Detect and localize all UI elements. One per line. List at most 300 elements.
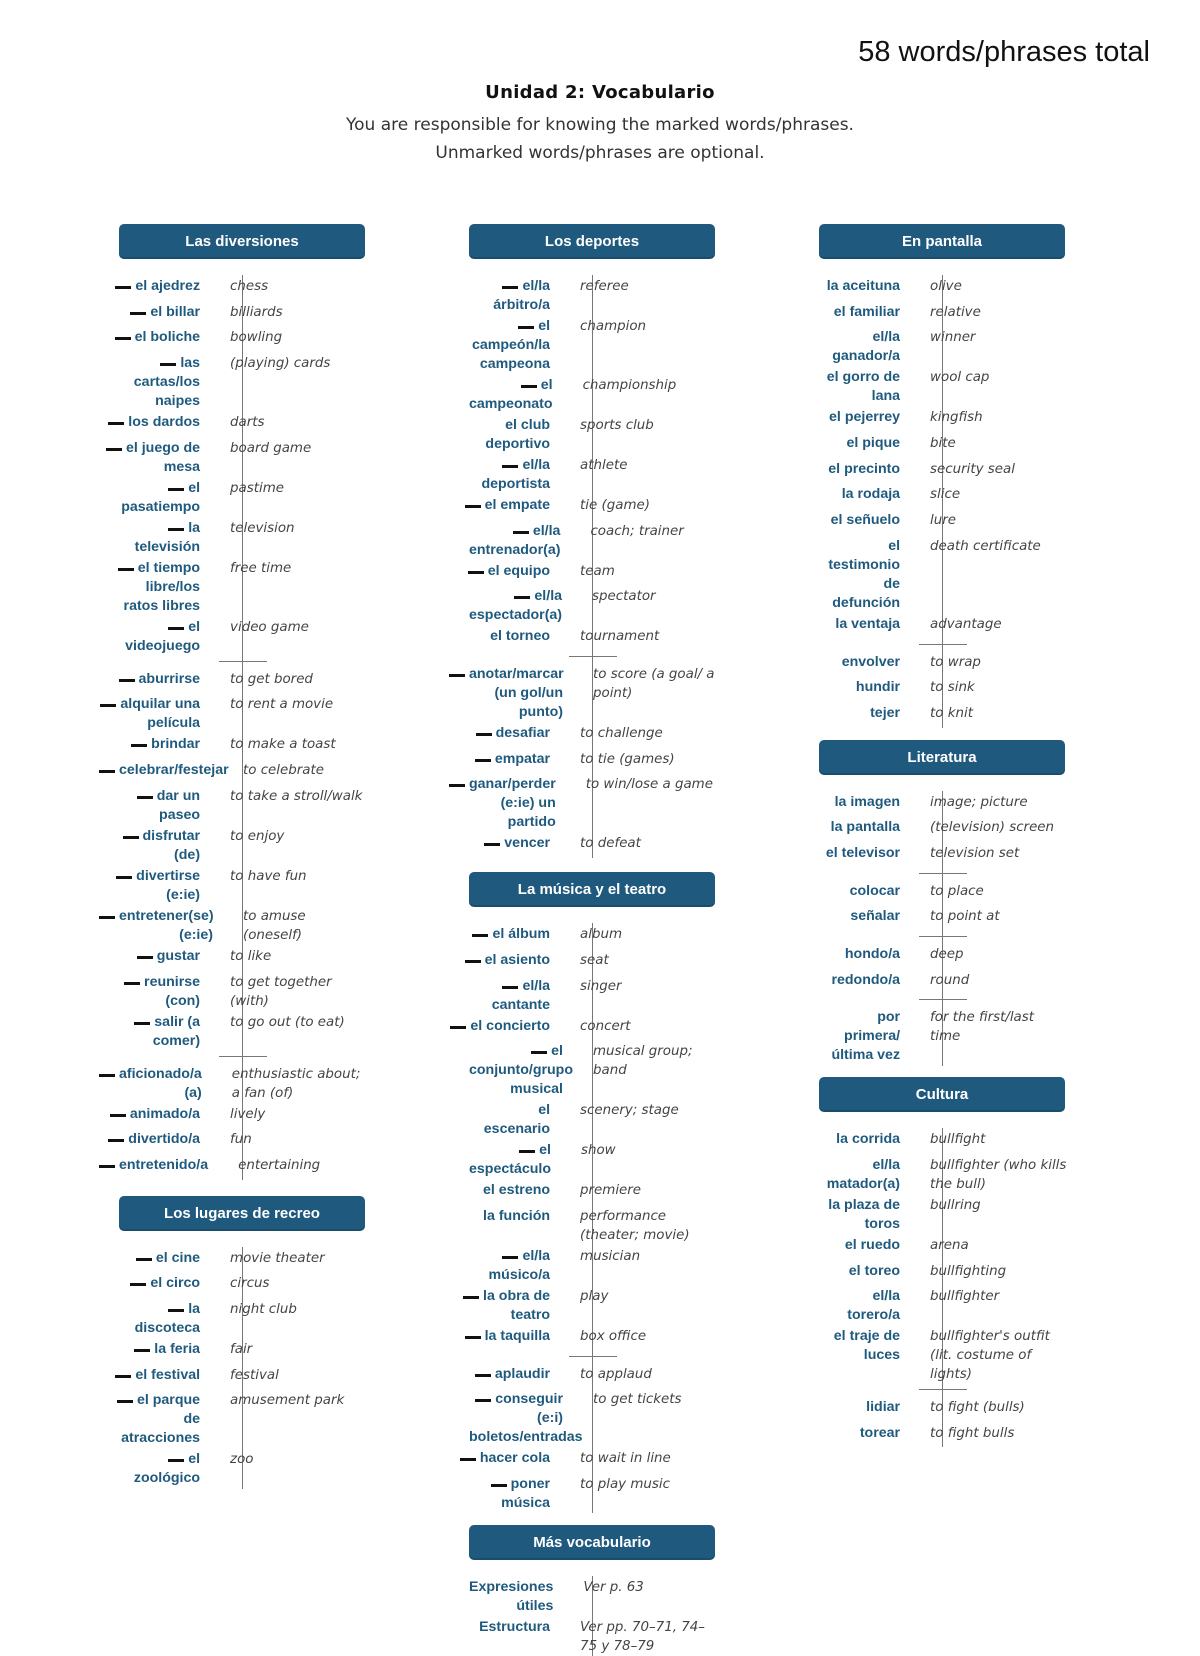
english-translation: fair <box>230 1341 253 1357</box>
vocab-row <box>119 275 368 301</box>
group-divider <box>819 1384 1068 1396</box>
vocab-row <box>819 1006 1068 1065</box>
spanish-term: entretenido/a <box>119 1156 209 1173</box>
spanish-term: señalar <box>850 908 901 925</box>
spanish-term: redondo/a <box>831 971 901 988</box>
section-header-cultura: Cultura <box>819 1077 1065 1112</box>
spanish-term: el club deportivo <box>485 417 551 452</box>
spanish-term: disfrutar (de) <box>142 827 201 863</box>
english-translation: (playing) cards <box>230 356 331 372</box>
spanish-term: los dardos <box>128 414 201 431</box>
vocab-row <box>819 406 1068 432</box>
spanish-term: el/la ganador/a <box>832 329 901 365</box>
spanish-term: poner música <box>501 1475 551 1511</box>
english-translation: bullfight <box>930 1132 986 1148</box>
required-mark <box>460 1458 476 1461</box>
spanish-term: el tiempo libre/los ratos libres <box>123 559 201 614</box>
required-mark <box>124 982 140 985</box>
spanish-term: el asiento <box>484 951 551 968</box>
required-mark <box>130 312 146 315</box>
required-mark <box>518 326 534 329</box>
instructions <box>0 111 1200 167</box>
spanish-term: anotar/marcar (un gol/un punto) <box>469 666 564 721</box>
spanish-term: el/la árbitro/a <box>493 278 551 313</box>
vocab-row <box>819 613 1068 639</box>
spanish-term: el toreo <box>848 1262 901 1279</box>
spanish-term: por primera/ última vez <box>831 1009 901 1064</box>
section-deportes <box>468 224 718 858</box>
spanish-term: las cartas/los naipes <box>133 355 201 410</box>
required-mark <box>502 465 518 468</box>
spanish-term: el pique <box>846 435 901 452</box>
spanish-term: el/la torero/a <box>847 1288 901 1324</box>
required-mark <box>502 286 518 289</box>
vocab-row <box>119 616 368 656</box>
english-translation: bullfighter <box>930 1289 1000 1305</box>
required-mark <box>99 1165 115 1168</box>
vocab-row <box>819 509 1068 535</box>
vocab-row <box>119 1128 368 1154</box>
required-mark <box>168 1459 184 1462</box>
vocab-row <box>119 1298 368 1338</box>
required-mark <box>100 704 116 707</box>
vocab-row <box>469 454 718 494</box>
english-translation: bullring <box>930 1198 981 1214</box>
vocab-row <box>119 1103 368 1129</box>
vocab-row <box>469 1015 718 1041</box>
spanish-term: el señuelo <box>830 512 901 529</box>
english-translation: to applaud <box>580 1366 652 1382</box>
vocab-row <box>469 1473 718 1513</box>
english-translation: scenery; stage <box>580 1103 679 1119</box>
spanish-term: aburrirse <box>138 670 201 687</box>
spanish-term: colocar <box>849 882 901 899</box>
spanish-term: alquilar una película <box>120 696 201 732</box>
english-translation: to score (a goal/ a point) <box>593 667 715 702</box>
vocab-row <box>819 969 1068 995</box>
group-divider <box>819 868 1068 880</box>
vocab-row <box>119 733 368 759</box>
vocab-row <box>119 352 368 411</box>
vocab-row <box>119 825 368 865</box>
vocab-list <box>819 791 1068 1066</box>
spanish-term: el conjunto/grupo musical <box>469 1043 574 1098</box>
vocab-row <box>469 414 718 454</box>
vocab-list <box>819 1128 1068 1447</box>
spanish-term: entretener(se) (e:ie) <box>119 907 214 943</box>
required-mark <box>502 986 518 989</box>
vocab-row <box>819 483 1068 509</box>
vocab-row <box>119 668 368 694</box>
english-translation: festival <box>230 1367 279 1383</box>
section-header-musica: La música y el teatro <box>469 872 715 907</box>
column-2 <box>468 224 718 1656</box>
spanish-term: el ruedo <box>844 1237 901 1254</box>
required-mark <box>168 627 184 630</box>
vocab-row <box>119 1011 368 1051</box>
spanish-term: celebrar/festejar <box>119 762 229 779</box>
english-translation: advantage <box>930 616 1002 632</box>
vocab-row <box>819 943 1068 969</box>
vocab-row <box>119 1063 368 1103</box>
english-translation: show <box>581 1143 616 1159</box>
required-mark <box>475 759 491 762</box>
english-translation: lively <box>230 1106 266 1122</box>
spanish-term: hundir <box>855 679 901 696</box>
vocab-row <box>469 1099 718 1139</box>
vocab-row <box>119 1338 368 1364</box>
section-header-deportes: Los deportes <box>469 224 715 259</box>
instructions-line-2: Unmarked words/phrases are optional. <box>435 143 765 163</box>
required-mark <box>134 1022 150 1025</box>
required-mark <box>118 568 134 571</box>
english-translation: athlete <box>580 458 628 473</box>
english-translation: fun <box>230 1132 252 1148</box>
vocab-row <box>469 1245 718 1285</box>
group-divider <box>119 1051 368 1063</box>
english-translation: television set <box>930 845 1020 861</box>
spanish-term: la función <box>483 1207 551 1224</box>
english-translation: to rent a movie <box>230 697 334 713</box>
required-mark <box>116 876 132 879</box>
spanish-term: dar un paseo <box>156 787 201 823</box>
vocab-row <box>119 301 368 327</box>
required-mark <box>491 1484 507 1487</box>
spanish-term: divertido/a <box>128 1131 201 1148</box>
required-mark <box>115 337 131 340</box>
section-cultura <box>818 1077 1068 1447</box>
required-mark <box>465 1336 481 1339</box>
spanish-term: Expresiones útiles <box>469 1578 554 1614</box>
spanish-term: el concierto <box>470 1017 551 1034</box>
english-translation: (television) screen <box>930 820 1055 836</box>
spanish-term: el gorro de lana <box>826 369 901 405</box>
spanish-term: tejer <box>870 704 901 721</box>
english-translation: olive <box>930 279 962 294</box>
required-mark <box>136 1258 152 1261</box>
required-mark <box>115 1375 131 1378</box>
spanish-term: la rodaja <box>841 486 901 503</box>
spanish-term: la pantalla <box>830 819 901 836</box>
spanish-term: el/la cantante <box>491 977 551 1013</box>
vocab-row <box>119 865 368 905</box>
english-translation: bowling <box>230 330 283 346</box>
section-literatura <box>818 740 1068 1066</box>
english-translation: Ver p. 63 <box>583 1579 644 1595</box>
vocab-row <box>469 748 718 774</box>
spanish-term: el torneo <box>490 628 551 645</box>
word-count: 58 words/phrases total <box>858 36 1150 68</box>
required-mark <box>531 1051 547 1054</box>
group-divider <box>469 651 718 663</box>
vocab-row <box>119 759 368 785</box>
vocab-row <box>469 585 718 625</box>
english-translation: tournament <box>580 629 660 645</box>
section-header-literatura: Literatura <box>819 740 1065 775</box>
vocab-row <box>469 520 718 560</box>
required-mark <box>137 956 153 959</box>
english-translation: to fight bulls <box>930 1426 1015 1442</box>
english-translation: to tie (games) <box>580 751 675 767</box>
english-translation: to take a stroll/walk <box>230 788 363 804</box>
spanish-term: el traje de luces <box>833 1328 901 1364</box>
english-translation: tie (game) <box>580 498 650 513</box>
spanish-term: divertirse (e:ie) <box>136 867 201 903</box>
required-mark <box>134 1349 150 1352</box>
spanish-term: el escenario <box>483 1102 551 1138</box>
page-title: Unidad 2: Vocabulario <box>485 82 715 103</box>
english-translation: bullfighter's outfit (lit. costume of lights) <box>930 1329 1050 1383</box>
spanish-term: la televisión <box>134 519 201 555</box>
spanish-term: vencer <box>504 835 551 852</box>
spanish-term: el estreno <box>483 1182 551 1199</box>
spanish-term: el videojuego <box>125 618 201 654</box>
english-translation: chess <box>230 279 269 294</box>
vocab-row <box>119 477 368 517</box>
vocab-row <box>819 432 1068 458</box>
spanish-term: la obra de teatro <box>483 1287 551 1323</box>
required-mark <box>115 286 131 289</box>
spanish-term: el cine <box>155 1249 201 1266</box>
vocab-row <box>819 1396 1068 1422</box>
spanish-term: el/la deportista <box>481 457 551 492</box>
english-translation: television <box>230 520 295 536</box>
required-mark <box>117 1400 133 1403</box>
english-translation: circus <box>230 1276 270 1292</box>
vocab-row <box>119 1389 368 1448</box>
section-lugares <box>118 1196 368 1489</box>
english-translation: to get bored <box>230 671 313 687</box>
english-translation: coach; trainer <box>590 523 684 539</box>
spanish-term: el campeón/la campeona <box>471 318 551 372</box>
spanish-term: el/la matador(a) <box>826 1157 901 1193</box>
section-pantalla <box>818 224 1068 728</box>
vocab-row <box>819 676 1068 702</box>
english-translation: image; picture <box>930 794 1028 810</box>
required-mark <box>99 1074 115 1077</box>
vocab-row <box>469 1576 718 1616</box>
required-mark <box>475 1374 491 1377</box>
vocab-row <box>469 1179 718 1205</box>
vocab-row <box>469 275 718 315</box>
english-translation: to play music <box>580 1476 670 1492</box>
instructions-line-1: You are responsible for knowing the marked words/phrases. <box>346 115 854 135</box>
section-musica <box>468 872 718 1513</box>
group-divider <box>119 656 368 668</box>
vocab-row <box>119 1448 368 1488</box>
vocab-list <box>469 1576 718 1656</box>
spanish-term: brindar <box>151 736 201 753</box>
header <box>0 82 1200 167</box>
vocab-row <box>819 1325 1068 1384</box>
vocab-row <box>819 458 1068 484</box>
english-translation: to go out (to eat) <box>230 1014 345 1030</box>
spanish-term: la plaza de toros <box>828 1197 901 1233</box>
spanish-term: el álbum <box>492 926 551 943</box>
english-translation: entertaining <box>238 1157 321 1173</box>
vocab-row <box>469 722 718 748</box>
english-translation: musician <box>580 1248 641 1264</box>
english-translation: to wait in line <box>580 1451 671 1467</box>
vocab-row <box>119 785 368 825</box>
english-translation: premiere <box>580 1183 642 1199</box>
english-translation: to have fun <box>230 868 307 884</box>
vocab-row <box>819 301 1068 327</box>
required-mark <box>468 571 484 574</box>
spanish-term: el juego de mesa <box>125 439 201 475</box>
vocab-row <box>469 1139 718 1179</box>
vocab-list <box>119 1247 368 1489</box>
vocab-row <box>469 1363 718 1389</box>
english-translation: death certificate <box>930 538 1041 554</box>
required-mark <box>160 363 176 366</box>
required-mark <box>450 1026 466 1029</box>
vocab-row <box>819 905 1068 931</box>
vocab-row <box>819 1285 1068 1325</box>
vocab-row <box>119 326 368 352</box>
vocab-row <box>819 535 1068 613</box>
english-translation: amusement park <box>230 1393 345 1409</box>
vocab-list <box>119 275 368 1180</box>
spanish-term: lidiar <box>866 1399 901 1416</box>
english-translation: concert <box>580 1018 631 1034</box>
vocab-row <box>119 517 368 557</box>
required-mark <box>449 674 465 677</box>
required-mark <box>137 796 153 799</box>
required-mark <box>110 1114 126 1117</box>
english-translation: enthusiastic about; a fan (of) <box>231 1066 361 1101</box>
english-translation: album <box>580 927 623 943</box>
section-header-mas: Más vocabulario <box>469 1525 715 1560</box>
vocab-row <box>469 374 718 414</box>
required-mark <box>123 836 139 839</box>
spanish-term: el/la músico/a <box>488 1247 551 1283</box>
english-translation: for the first/last time <box>930 1010 1034 1045</box>
spanish-term: la ventaja <box>835 615 901 632</box>
spanish-term: el familiar <box>833 303 901 320</box>
english-translation: to knit <box>930 705 973 721</box>
vocab-row <box>469 949 718 975</box>
spanish-term: el pasatiempo <box>121 479 201 515</box>
vocab-row <box>819 1260 1068 1286</box>
vocab-list <box>469 275 718 858</box>
spanish-term: el precinto <box>828 460 901 477</box>
english-translation: zoo <box>230 1452 254 1468</box>
english-translation: box office <box>580 1328 647 1344</box>
spanish-term: desafiar <box>495 725 551 742</box>
vocab-row <box>119 1247 368 1273</box>
spanish-term: salir (a comer) <box>152 1013 201 1049</box>
required-mark <box>519 1150 535 1153</box>
vocab-row <box>119 1154 368 1180</box>
english-translation: referee <box>580 279 629 294</box>
vocab-row <box>819 1422 1068 1448</box>
english-translation: round <box>930 972 970 988</box>
english-translation: play <box>580 1288 609 1304</box>
english-translation: relative <box>930 304 981 320</box>
required-mark <box>168 488 184 491</box>
english-translation: to win/lose a game <box>585 777 713 793</box>
spanish-term: el pejerrey <box>829 409 901 426</box>
vocab-row <box>469 663 718 722</box>
vocab-row <box>119 971 368 1011</box>
english-translation: to amuse (oneself) <box>243 908 306 943</box>
group-divider <box>819 639 1068 651</box>
spanish-term: la taquilla <box>484 1327 551 1344</box>
vocab-row <box>469 923 718 949</box>
required-mark <box>484 843 500 846</box>
english-translation: board game <box>230 440 312 456</box>
spanish-term: el testimonio de defunción <box>828 537 901 611</box>
vocab-row <box>469 1388 718 1447</box>
required-mark <box>99 916 115 919</box>
spanish-term: conseguir (e:i) boletos/entradas <box>469 1391 583 1446</box>
required-mark <box>472 934 488 937</box>
vocab-row <box>819 1128 1068 1154</box>
required-mark <box>168 1309 184 1312</box>
english-translation: to fight (bulls) <box>930 1400 1025 1416</box>
vocab-row <box>119 437 368 477</box>
english-translation: to point at <box>930 909 1000 925</box>
section-mas <box>468 1525 718 1656</box>
required-mark <box>108 422 124 425</box>
required-mark <box>465 960 481 963</box>
spanish-term: gustar <box>156 947 201 964</box>
spanish-term: el empate <box>484 497 551 513</box>
vocab-row <box>469 1040 718 1099</box>
vocab-row <box>469 1205 718 1245</box>
spanish-term: el equipo <box>487 562 551 579</box>
spanish-term: Estructura <box>479 1618 551 1635</box>
english-translation: slice <box>930 487 961 503</box>
spanish-term: el/la espectador(a) <box>469 588 563 624</box>
required-mark <box>130 1283 146 1286</box>
spanish-term: el circo <box>150 1275 201 1292</box>
required-mark <box>465 505 481 508</box>
vocab-row <box>469 1616 718 1656</box>
required-mark <box>99 770 115 773</box>
group-divider <box>819 994 1068 1006</box>
required-mark <box>502 1256 518 1259</box>
vocab-row <box>469 1285 718 1325</box>
english-translation: kingfish <box>930 410 983 426</box>
required-mark <box>521 385 537 388</box>
english-translation: team <box>580 563 615 579</box>
required-mark <box>463 1296 479 1299</box>
spanish-term: animado/a <box>129 1105 201 1122</box>
english-translation: performance (theater; movie) <box>580 1208 690 1243</box>
vocab-row <box>819 842 1068 868</box>
vocab-row <box>469 494 718 520</box>
vocab-row <box>119 411 368 437</box>
spanish-term: empatar <box>494 750 551 767</box>
english-translation: bullfighter (who kills the bull) <box>930 1158 1067 1193</box>
spanish-term: el parque de atracciones <box>121 1392 201 1447</box>
column-1 <box>118 224 368 1488</box>
english-translation: winner <box>930 330 976 346</box>
spanish-term: torear <box>859 1425 901 1442</box>
english-translation: to defeat <box>580 836 641 852</box>
english-translation: to get tickets <box>593 1392 682 1408</box>
vocab-row <box>469 975 718 1015</box>
spanish-term: la imagen <box>834 793 901 810</box>
english-translation: pastime <box>230 480 284 496</box>
english-translation: night club <box>230 1301 297 1317</box>
vocab-row <box>119 1272 368 1298</box>
english-translation: spectator <box>592 589 656 605</box>
vocab-row <box>119 905 368 945</box>
english-translation: seat <box>580 952 609 968</box>
